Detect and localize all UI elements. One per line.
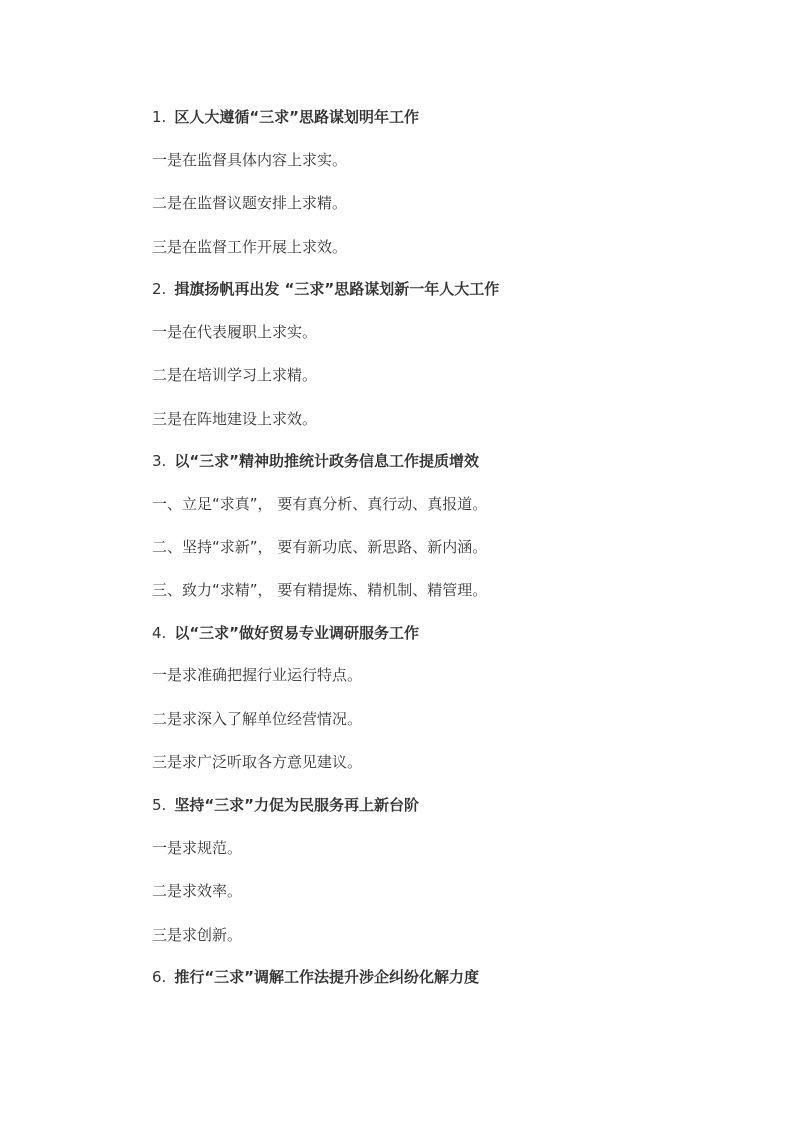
section-2-item-2: 二是在培训学习上求精。 (152, 366, 318, 384)
section-5-item-2: 二是求效率。 (152, 882, 243, 900)
section-number: 1. (152, 108, 167, 126)
section-heading-6 (152, 967, 479, 987)
section-title: 区人大遵循“三求”思路谋划明年工作 (174, 108, 420, 126)
section-number: 5. (152, 796, 167, 814)
section-4-item-2: 二是求深入了解单位经营情况。 (152, 710, 363, 728)
section-number: 2. (152, 280, 167, 298)
section-heading-4 (152, 623, 419, 643)
section-title: 坚持“三求”力促为民服务再上新台阶 (174, 796, 420, 814)
section-title: 推行“三求”调解工作法提升涉企纠纷化解力度 (174, 968, 480, 986)
section-3-item-3: 三、致力“求精”， 要有精提炼、精机制、精管理。 (152, 581, 488, 599)
section-2-item-1: 一是在代表履职上求实。 (152, 323, 318, 341)
section-1-item-2: 二是在监督议题安排上求精。 (152, 194, 348, 212)
section-5-item-3: 三是求创新。 (152, 926, 243, 944)
section-title: 以“三求”做好贸易专业调研服务工作 (174, 624, 420, 642)
section-1-item-3: 三是在监督工作开展上求效。 (152, 238, 348, 256)
section-3-item-2: 二、坚持“求新”， 要有新功底、新思路、新内涵。 (152, 538, 488, 556)
section-3-item-1: 一、立足“求真”， 要有真分析、真行动、真报道。 (152, 495, 488, 513)
section-1-item-1: 一是在监督具体内容上求实。 (152, 151, 348, 169)
section-2-item-3: 三是在阵地建设上求效。 (152, 410, 318, 428)
section-4-item-3: 三是求广泛听取各方意见建议。 (152, 753, 363, 771)
section-heading-5 (152, 795, 419, 815)
section-heading-2 (152, 279, 499, 299)
section-5-item-1: 一是求规范。 (152, 839, 243, 857)
section-title: 以“三求”精神助推统计政务信息工作提质增效 (174, 452, 480, 470)
section-number: 4. (152, 624, 167, 642)
section-4-item-1: 一是求准确把握行业运行特点。 (152, 666, 363, 684)
section-title: 揖旗扬帆再出发 “三求”思路谋划新一年人大工作 (174, 280, 500, 298)
section-number: 3. (152, 452, 167, 470)
section-heading-1 (152, 107, 419, 127)
section-heading-3 (152, 451, 479, 471)
section-number: 6. (152, 968, 167, 986)
